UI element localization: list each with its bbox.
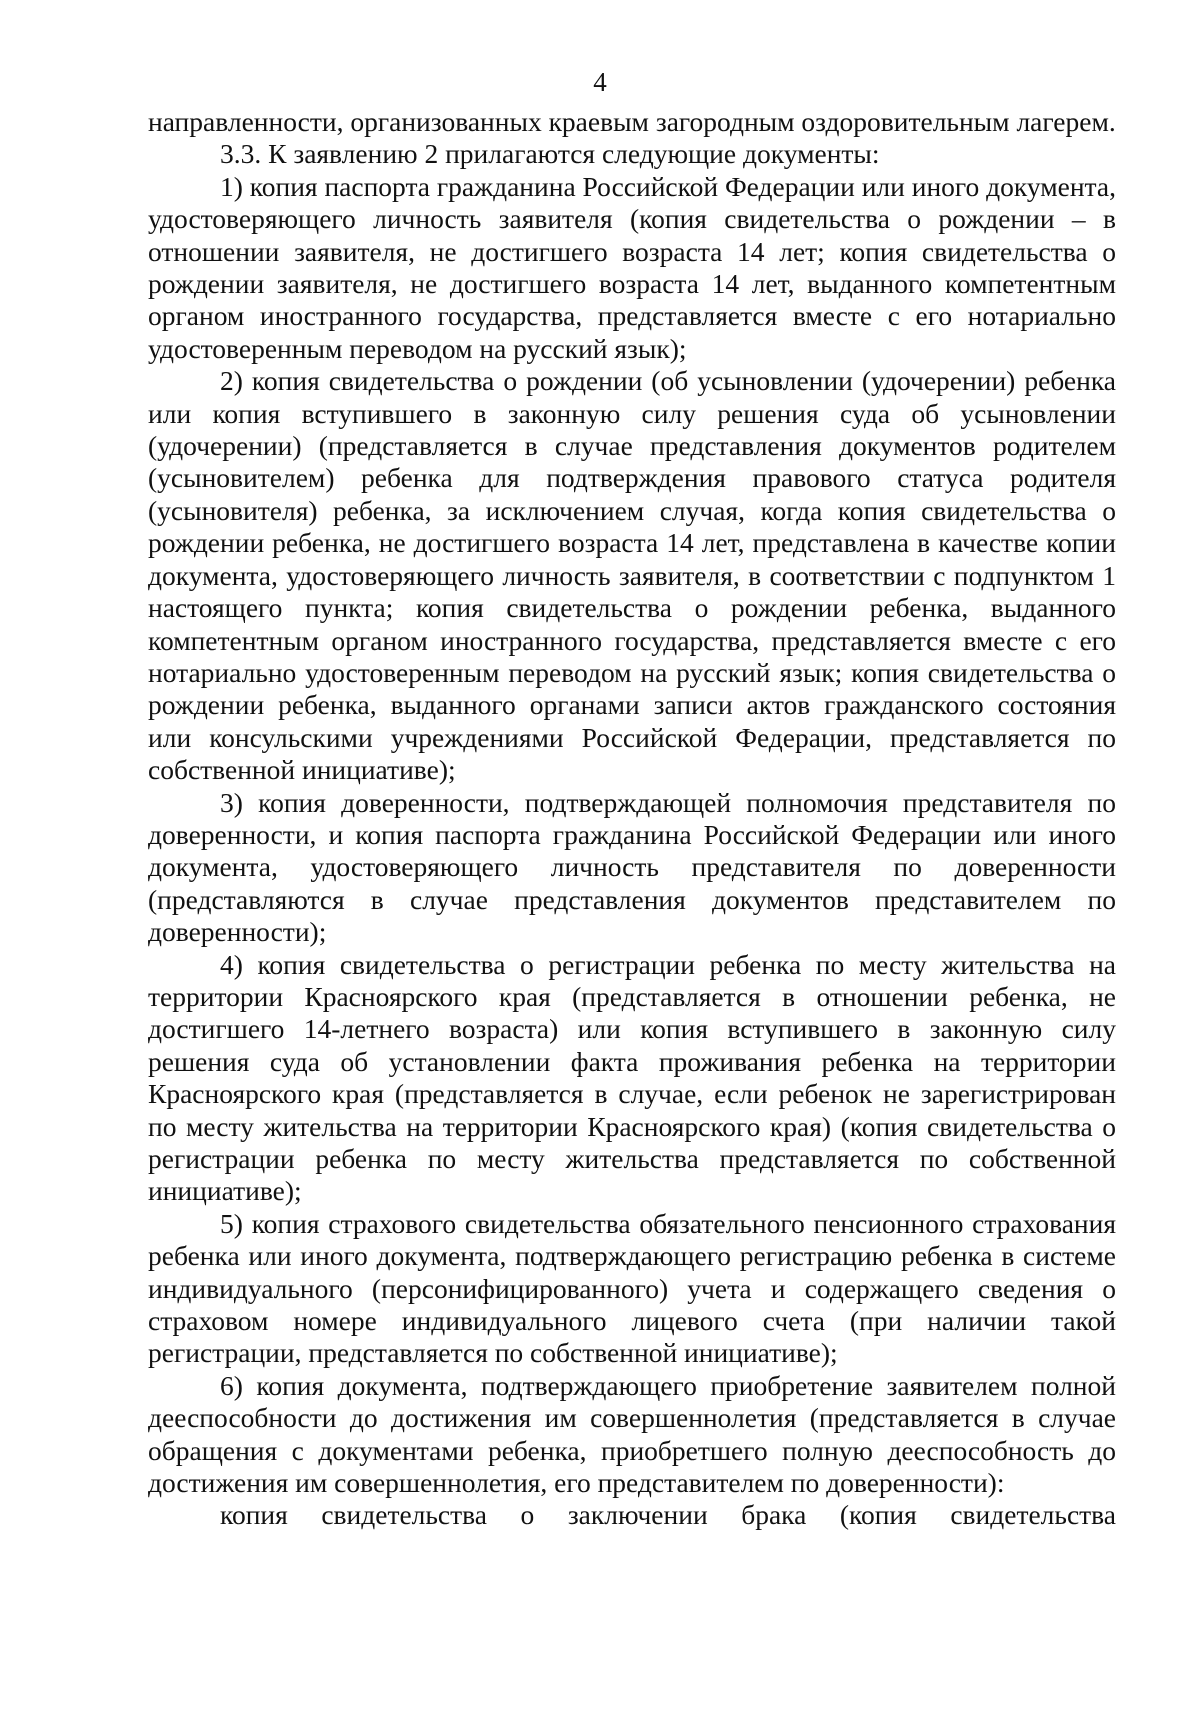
paragraph-marriage-certificate: копия свидетельства о заключении брака (копия свидетельства (220, 1499, 1116, 1531)
paragraph-section-3-3: 3.3. К заявлению 2 прилагаются следующие документы: (220, 138, 880, 170)
paragraph-item-6: 6) копия документа, подтверждающего приобретение заявителем полной дееспособности до достижения им совершеннолетия (представляется в случае обращения с документами ребенка, приобретшего полную дееспособность до достижения им совершеннолетия, его представителем по доверенности): (148, 1369, 1116, 1499)
paragraph-continuation: направленности, организованных краевым загородным оздоровительным лагерем. (148, 106, 1116, 137)
paragraph-item-2: 2) копия свидетельства о рождении (об усыновлении (удочерении) ребенка или копия вступившего в законную силу решения суда об усыновлении (удочерении) (представляется в случае представления документов родителем (усыновителем) ребенка для подтверждения правового статуса родителя (усыновителя) ребенка, за исключением случая, когда копия свидетельства о рождении ребенка, не достигшего возраста 14 лет, представлена в качестве копии документа, удостоверяющего личность заявителя, в соответствии с подпунктом 1 настоящего пункта; копия свидетельства о рождении ребенка, выданного компетентным органом иностранного государства, представляется вместе с его нотариально удостоверенным переводом на русский язык; копия свидетельства о рождении ребенка, выданного органами записи актов гражданского состояния или консульскими учреждениями Российской Федерации, представляется по собственной инициативе); (148, 365, 1116, 786)
paragraph-item-3: 3) копия доверенности, подтверждающей полномочия представителя по доверенности, и копия паспорта гражданина Российской Федерации или иного документа, удостоверяющего личность представителя по доверенности (представляются в случае представления документов представителем по доверенности); (148, 786, 1116, 948)
page-number: 4 (593, 67, 607, 97)
paragraph-item-1: 1) копия паспорта гражданина Российской Федерации или иного документа, удостоверяющего личность заявителя (копия свидетельства о рождении – в отношении заявителя, не достигшего возраста 14 лет; копия свидетельства о рождении заявителя, не достигшего возраста 14 лет, выданного компетентным органом иностранного государства, представляется вместе с его нотариально удостоверенным переводом на русский язык); (148, 170, 1116, 364)
paragraph-item-5: 5) копия страхового свидетельства обязательного пенсионного страхования ребенка или иного документа, подтверждающего регистрацию ребенка в системе индивидуального (персонифицированного) учета и содержащего сведения о страховом номере индивидуального лицевого счета (при наличии такой регистрации, представляется по собственной инициативе); (148, 1207, 1116, 1369)
paragraph-item-4: 4) копия свидетельства о регистрации ребенка по месту жительства на территории Красноярского края (представляется в отношении ребенка, не достигшего 14-летнего возраста) или копия вступившего в законную силу решения суда об установлении факта проживания ребенка на территории Красноярского края (представляется в случае, если ребенок не зарегистрирован по месту жительства на территории Красноярского края) (копия свидетельства о регистрации ребенка по месту жительства представляется по собственной инициативе); (148, 948, 1116, 1207)
document-body (148, 106, 1116, 1532)
